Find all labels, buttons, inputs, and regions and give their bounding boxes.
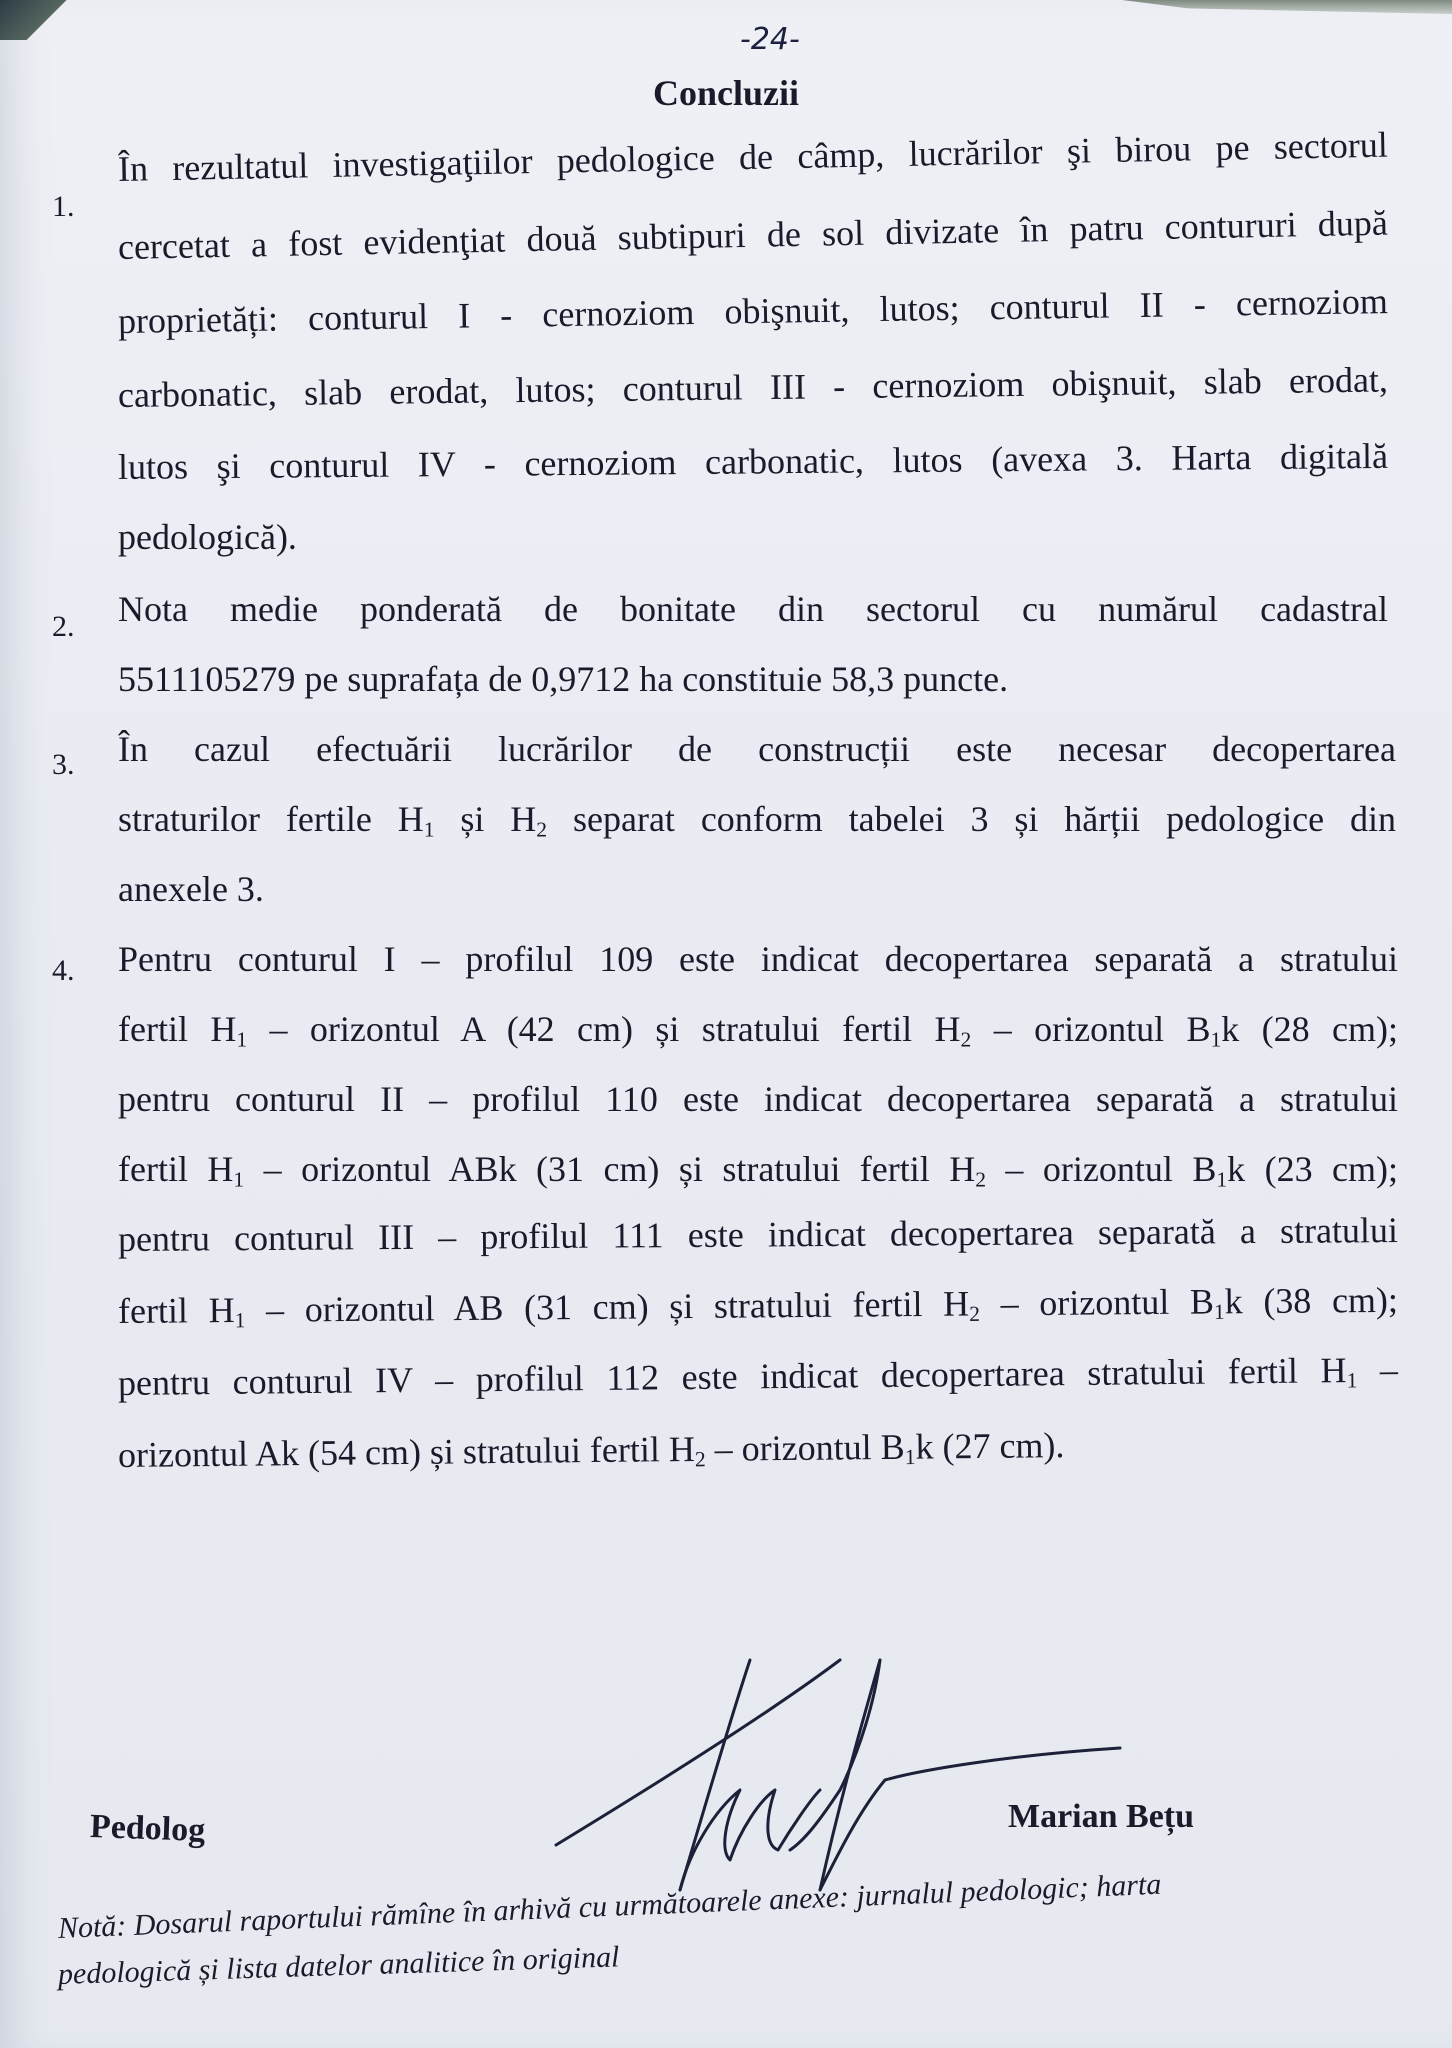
- item-number: 3.: [52, 748, 75, 781]
- text-line: proprietăți: conturul I - cernoziom obişnuit, lutos; conturul II - cernoziom: [117, 281, 1389, 341]
- text-line: Pentru conturul I – profilul 109 este indicat decopertarea separată a stratului: [118, 939, 1398, 979]
- text-line: pentru conturul III – profilul 111 este indicat decopertarea separată a stratului: [117, 1210, 1399, 1259]
- text-line: Nota medie ponderată de bonitate din sectorul cu numărul cadastral: [118, 589, 1388, 629]
- item-number: 1.: [52, 190, 75, 223]
- text-line: pentru conturul II – profilul 110 este indicat decopertarea separată a stratului: [118, 1079, 1398, 1119]
- text-line: fertil $H_1$ – orizontul ABk (31 cm) și stratului fertil $H_2$ – orizontul $B_1k$ (23 cm);: [118, 1149, 1398, 1192]
- background-edge: [0, 0, 70, 40]
- item-number: 2.: [52, 610, 75, 643]
- text-line: pentru conturul IV – profilul 112 este indicat decopertarea stratului fertil $H_1$ –: [117, 1349, 1399, 1403]
- text-line: fertil $H_1$ – orizontul A (42 cm) și stratului fertil $H_2$ – orizontul $B_1k$ (28 cm);: [118, 1009, 1398, 1052]
- text-line: fertil $H_1$ – orizontul AB (31 cm) și stratului fertil $H_2$ – orizontul $B_1k$ (38 cm);: [117, 1279, 1399, 1333]
- text-line: pedologică).: [118, 517, 297, 557]
- footnote-text: pedologică și lista datelor analitice în original: [57, 1940, 620, 1991]
- text-line: orizontul Ak (54 cm) și stratului fertil $H_2$ – orizontul $B_1k$ (27 cm).: [117, 1425, 1065, 1475]
- text-line: anexele 3.: [118, 869, 264, 909]
- footnote-label: Notă:: [57, 1909, 127, 1945]
- page-title: Concluzii: [652, 73, 799, 113]
- footnote-text: Dosarul raportului rămîne în arhivă cu următoarele anexe: jurnalul pedologic; harta: [125, 1867, 1162, 1943]
- signer-name: Marian Bețu: [1008, 1798, 1195, 1835]
- text-line: carbonatic, slab erodat, lutos; conturul III - cernoziom obişnuit, slab erodat,: [117, 359, 1389, 415]
- text-line: cercetat a fost evidenţiat două subtipuri de sol divizate în patru contururi după: [117, 202, 1389, 267]
- item-number: 4.: [52, 954, 75, 987]
- page-number: -24-: [740, 22, 800, 57]
- text-line: În cazul efectuării lucrărilor de construcții este necesar decopertarea: [118, 729, 1396, 769]
- signer-role: Pedolog: [89, 1808, 206, 1849]
- text-line: În rezultatul investigaţiilor pedologice de câmp, lucrărilor şi birou pe sectorul: [117, 124, 1389, 189]
- text-line: straturilor fertile $H_1$ și $H_2$ separat conform tabelei 3 și hărții pedologice din: [118, 799, 1396, 842]
- text-line: 5511105279 pe suprafața de 0,9712 ha constituie 58,3 puncte.: [118, 659, 1009, 699]
- text-line: lutos şi conturul IV - cernoziom carbonatic, lutos (avexa 3. Harta digitală: [117, 435, 1389, 487]
